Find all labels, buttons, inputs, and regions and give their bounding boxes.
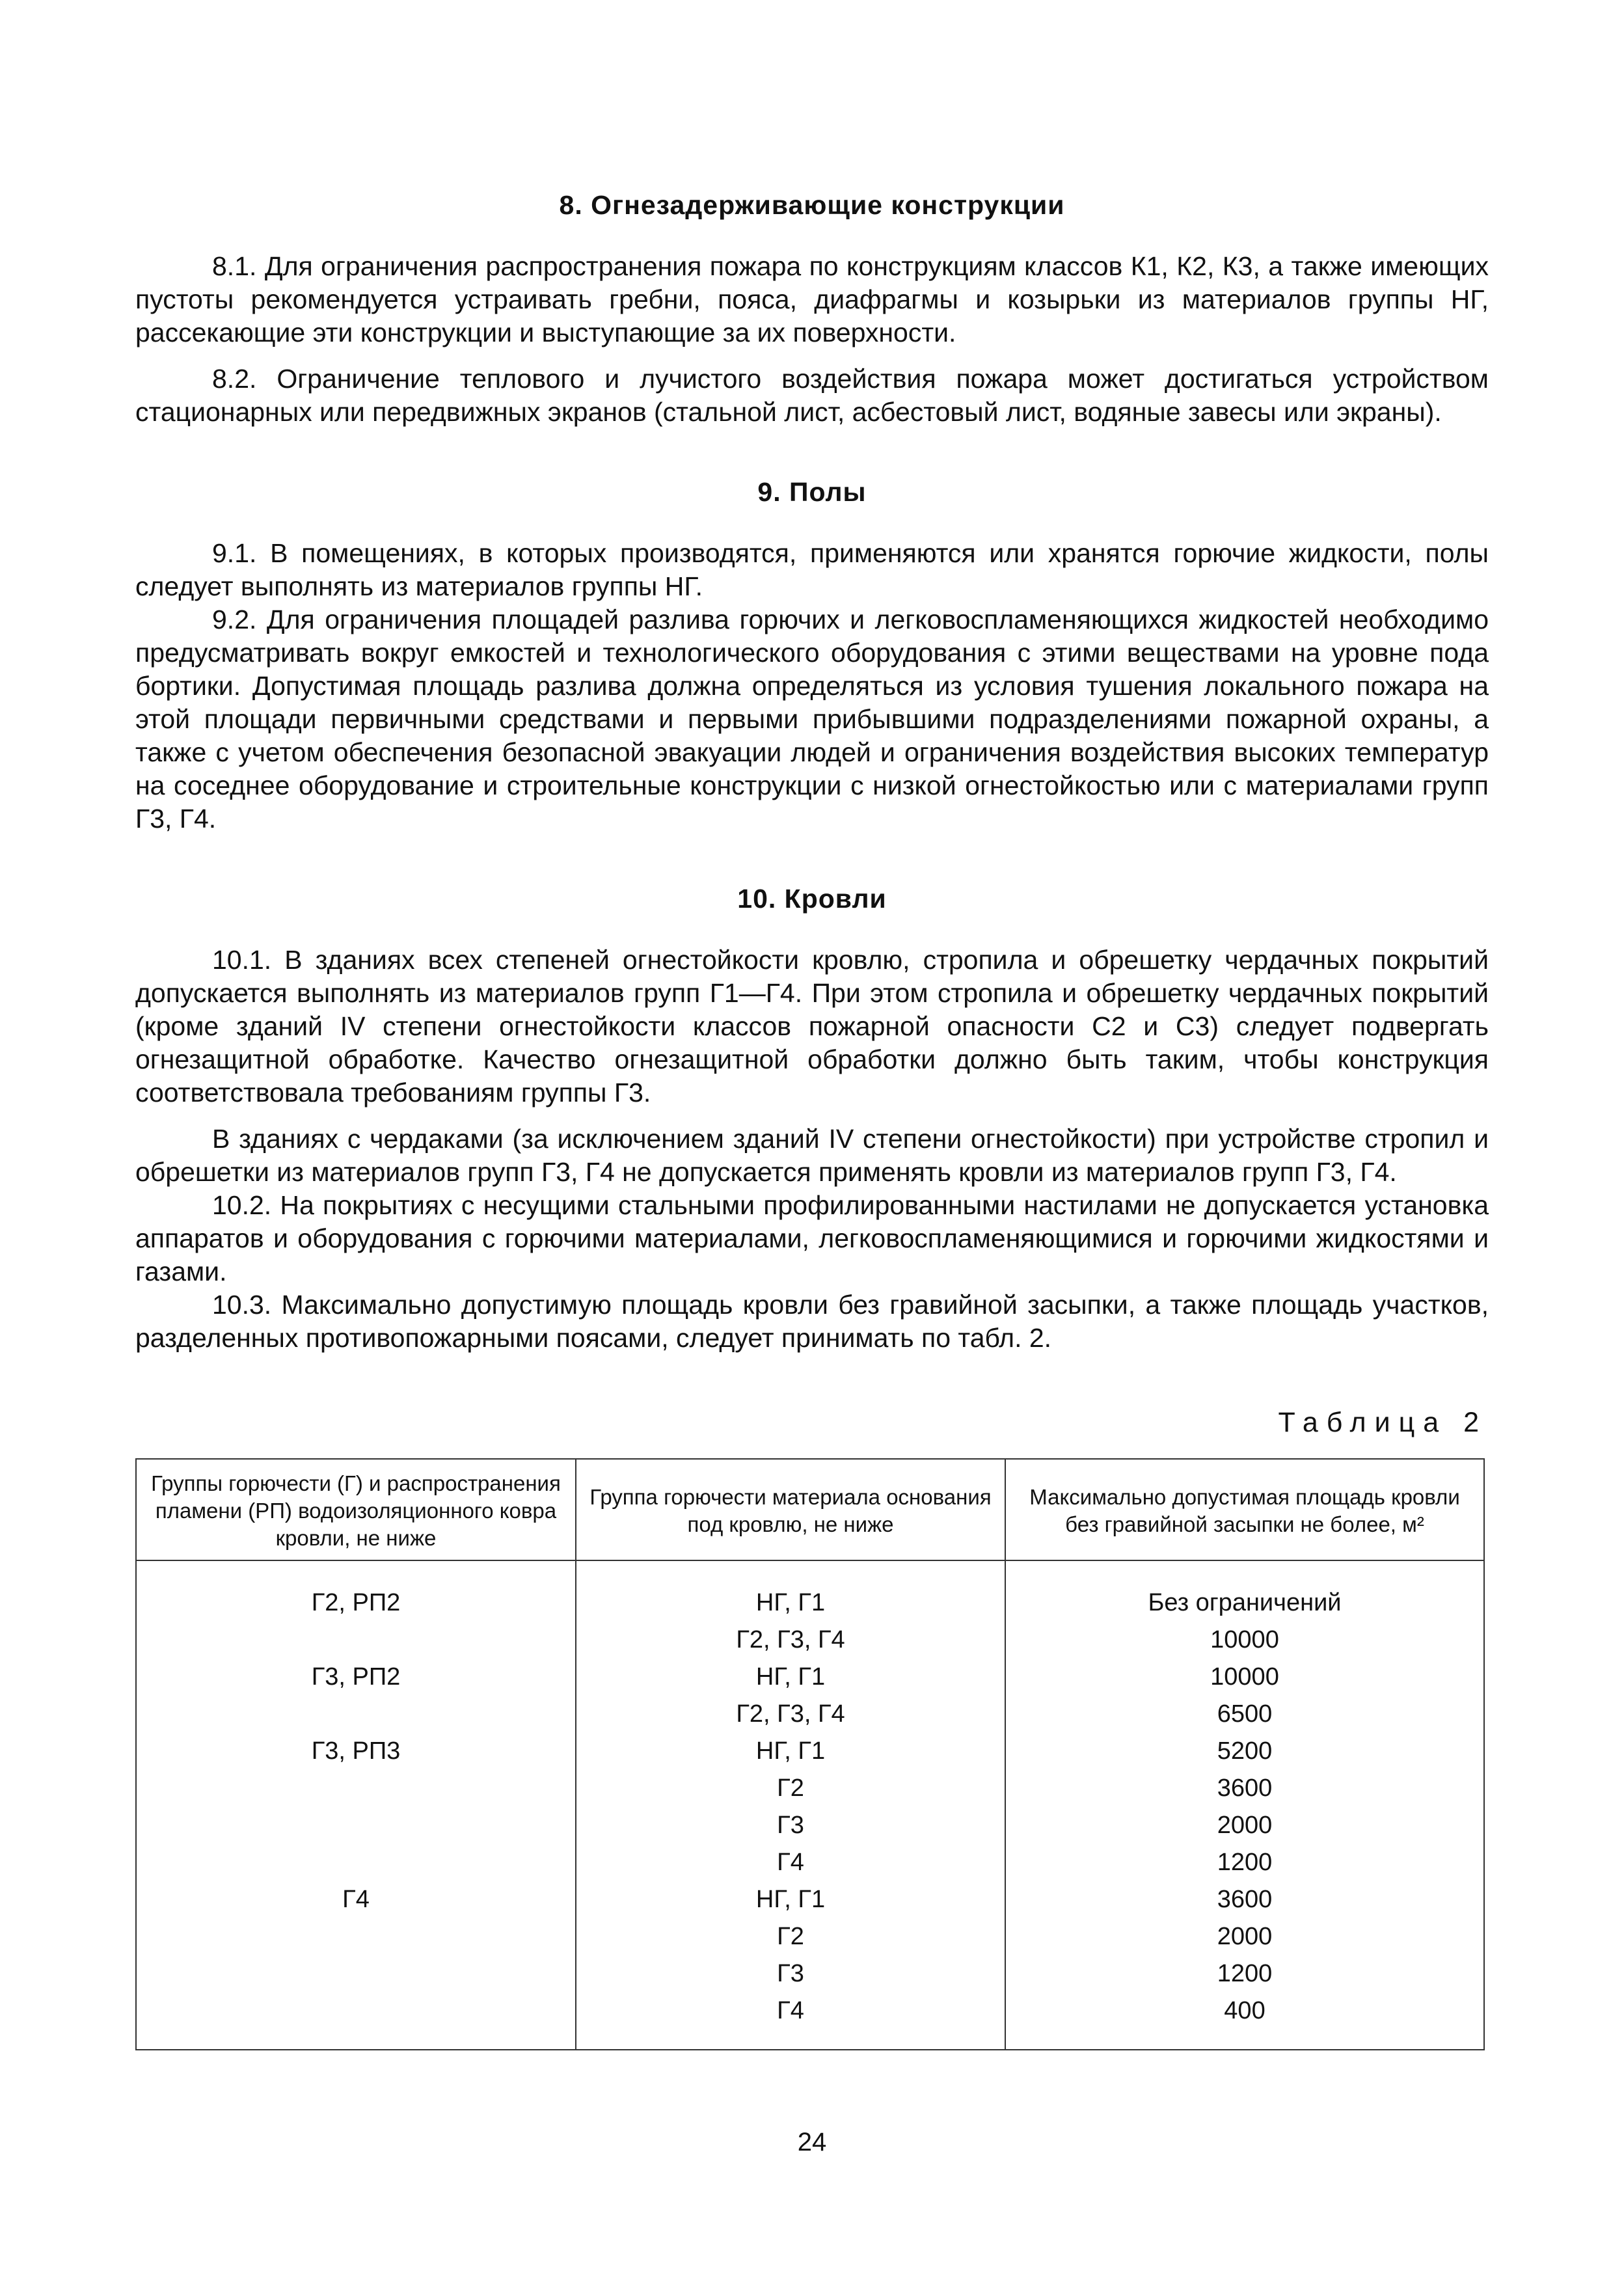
cell-waterproof-group: Г3, РП2 (136, 1659, 576, 1696)
cell-base-material-group: НГ, Г1 (576, 1881, 1005, 1918)
paragraph-10-2: 10.2. На покрытиях с несущими стальными профилированными настилами не допускается установка аппаратов и оборудования с горючими материалами, легковоспламеняющимися и горючими жидкостями и газами. (135, 1190, 1489, 1286)
cell-base-material-group: Г4 (576, 1844, 1005, 1881)
header-waterproof-group: Группы горючести (Г) и распространения пламени (РП) водоизоляционного ковра кровли, не ниже (136, 1459, 576, 1560)
cell-max-area: 3600 (1005, 1770, 1484, 1807)
cell-base-material-group: Г3 (576, 1807, 1005, 1844)
cell-max-area: 6500 (1005, 1696, 1484, 1733)
cell-max-area: 2000 (1005, 1918, 1484, 1955)
cell-waterproof-group: Г4 (136, 1881, 576, 1918)
cell-waterproof-group: Г3, РП3 (136, 1733, 576, 1770)
cell-base-material-group: Г2 (576, 1918, 1005, 1955)
table-row (136, 1733, 1484, 1770)
cell-max-area: 10000 (1005, 1622, 1484, 1659)
cell-base-material-group: НГ, Г1 (576, 1560, 1005, 1622)
section-9-title: 9. Полы (757, 477, 867, 507)
roof-area-table (135, 1458, 1485, 2050)
cell-waterproof-group: Г2, РП2 (136, 1560, 576, 1622)
paragraph-9-1: 9.1. В помещениях, в которых производятся, применяются или хранятся горючие жидкости, полы следует выполнять из материалов группы НГ. (135, 538, 1489, 601)
cell-waterproof-group (136, 1992, 576, 2050)
table-row (136, 1622, 1484, 1659)
cell-max-area: 10000 (1005, 1659, 1484, 1696)
cell-base-material-group: НГ, Г1 (576, 1659, 1005, 1696)
cell-waterproof-group (136, 1955, 576, 1992)
paragraph-9-2: 9.2. Для ограничения площадей разлива горючих и легковоспламеняющихся жидкостей необходимо предусматривать вокруг емкостей и технологического оборудования с этими веществами на уровне пода бортики. Допустимая площадь разлива должна определяться из условия тушения локального пожара на этой площади первичными средствами и первыми прибывшими подразделениями пожарной охраны, а также с учетом обеспечения безопасной эвакуации людей и ограничения воздействия высоких температур на соседнее оборудование и строительные конструкции с низкой огнестойкостью или с материалами групп Г3, Г4. (135, 605, 1489, 834)
cell-max-area: 2000 (1005, 1807, 1484, 1844)
cell-base-material-group: Г2, Г3, Г4 (576, 1622, 1005, 1659)
table-row (136, 1955, 1484, 1992)
cell-max-area: 1200 (1005, 1955, 1484, 1992)
table-row (136, 1844, 1484, 1881)
paragraph-10-1-cont: В зданиях с чердаками (за исключением зданий IV степени огнестойкости) при устройстве стропил и обрешетки из материалов групп Г3, Г4 не допускается применять кровли из материалов групп Г3, Г4. (135, 1124, 1489, 1187)
table-row (136, 1560, 1484, 1622)
cell-base-material-group: НГ, Г1 (576, 1733, 1005, 1770)
cell-base-material-group: Г2 (576, 1770, 1005, 1807)
table-row (136, 1696, 1484, 1733)
table-row (136, 1881, 1484, 1918)
document-page (135, 189, 1489, 2050)
paragraph-8-1: 8.1. Для ограничения распространения пожара по конструкциям классов К1, К2, К3, а также имеющих пустоты рекомендуется устраивать гребни, пояса, диафрагмы и козырьки из материалов группы НГ, рассекающие эти конструкции и выступающие за их поверхности. (135, 251, 1489, 347)
paragraph-10-1: 10.1. В зданиях всех степеней огнестойкости кровлю, стропила и обрешетку чердачных покрытий допускается выполнять из материалов групп Г1—Г4. При этом стропила и обрешетку чердачных покрытий (кроме зданий IV степени огнестойкости классов пожарной опасности С2 и С3) следует подвергать огнезащитной обработке. Качество огнезащитной обработки должно быть таким, чтобы конструкция соответствовала требованиям группы Г3. (135, 945, 1489, 1108)
table-row (136, 1807, 1484, 1844)
header-base-material-group: Группа горючести материала основания под кровлю, не ниже (576, 1459, 1005, 1560)
cell-max-area: 400 (1005, 1992, 1484, 2050)
paragraph-8-2: 8.2. Ограничение теплового и лучистого воздействия пожара может достигаться устройством стационарных или передвижных экранов (стальной лист, асбестовый лист, водяные завесы или экраны). (135, 364, 1489, 427)
table-caption: Таблица 2 (1278, 1407, 1487, 1438)
table-row (136, 1659, 1484, 1696)
table-row (136, 1770, 1484, 1807)
section-10-title: 10. Кровли (737, 884, 887, 914)
cell-waterproof-group (136, 1807, 576, 1844)
cell-max-area: 1200 (1005, 1844, 1484, 1881)
table-row (136, 1992, 1484, 2050)
cell-waterproof-group (136, 1918, 576, 1955)
cell-waterproof-group (136, 1696, 576, 1733)
table-row (136, 1918, 1484, 1955)
header-max-area: Максимально допустимая площадь кровли без гравийной засыпки не более, м² (1005, 1459, 1484, 1560)
cell-waterproof-group (136, 1770, 576, 1807)
cell-max-area: 5200 (1005, 1733, 1484, 1770)
cell-waterproof-group (136, 1622, 576, 1659)
cell-max-area: Без ограничений (1005, 1560, 1484, 1622)
cell-base-material-group: Г3 (576, 1955, 1005, 1992)
cell-base-material-group: Г2, Г3, Г4 (576, 1696, 1005, 1733)
paragraph-10-3: 10.3. Максимально допустимую площадь кровли без гравийной засыпки, а также площадь участков, разделенных противопожарными поясами, следует принимать по табл. 2. (135, 1290, 1489, 1353)
page-number: 24 (797, 2128, 827, 2156)
table-header-row (136, 1459, 1484, 1560)
cell-base-material-group: Г4 (576, 1992, 1005, 2050)
section-8-title: 8. Огнезадерживающие конструкции (559, 190, 1065, 220)
cell-waterproof-group (136, 1844, 576, 1881)
cell-max-area: 3600 (1005, 1881, 1484, 1918)
table-body (136, 1560, 1484, 2050)
